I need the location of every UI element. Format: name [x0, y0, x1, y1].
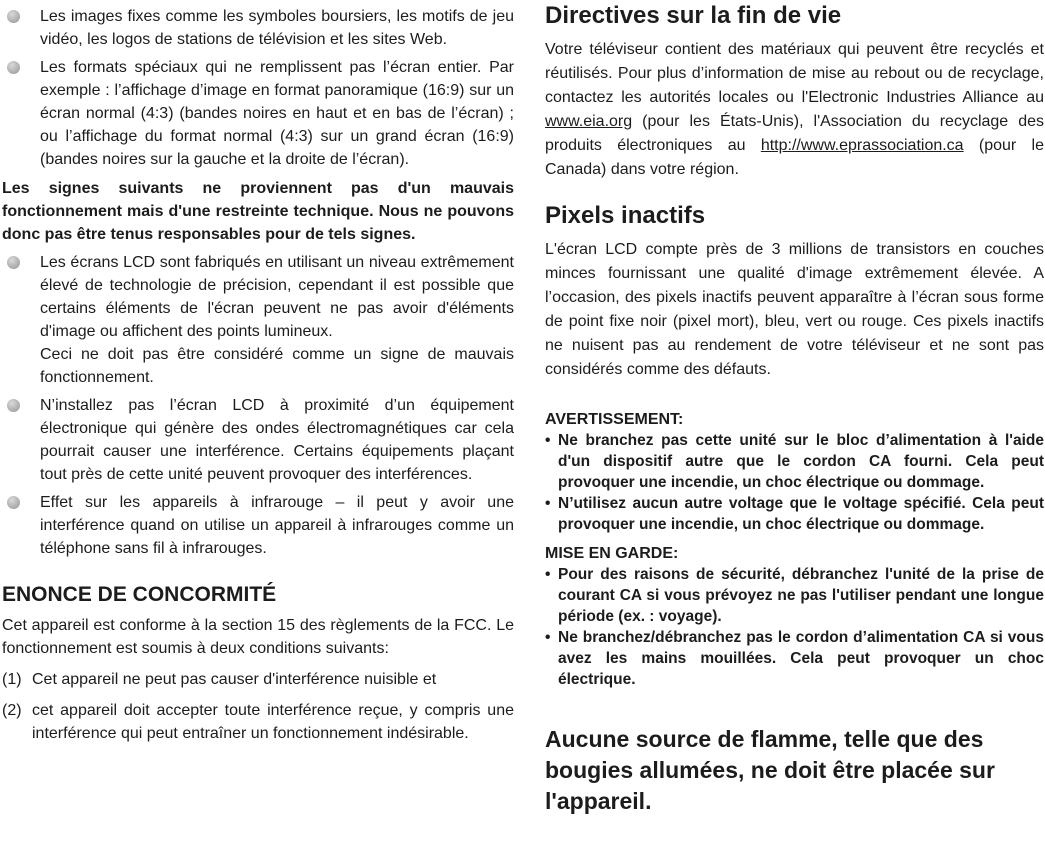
left-column — [2, 0, 514, 745]
warning-item-text: Ne branchez pas cette unité sur le bloc d’alimentation à l'aide d'un dispositif autre que le cordon CA fourni. Cela peut provoquer une incendie, un choc électrique ou dommage. — [558, 432, 1044, 491]
list-item-text: Les écrans LCD sont fabriqués en utilisant un niveau extrêmement élevé de technologie de précision, cependant il est possible que certains éléments de l'écran peuvent ne pas avoir d'éléments d'image ou affichent des points lumineux. — [40, 254, 514, 340]
technical-limitation-note: Les signes suivants ne proviennent pas d'un mauvais fonctionnement mais d'une restreinte technique. Nous ne pouvons donc pas être tenus responsables pour de tels signes. — [2, 180, 514, 243]
epra-link[interactable]: http://www.eprassociation.ca — [760, 137, 964, 154]
lcd-notes-list — [2, 251, 514, 560]
right-column — [545, 0, 1044, 817]
caution-item — [545, 564, 1044, 627]
bullet-dot-icon: • — [545, 629, 551, 646]
dead-pixels-section — [545, 202, 1044, 382]
flame-notice: Aucune source de flamme, telle que des bougies allumées, ne doit être placée sur l'appareil. — [545, 726, 995, 814]
list-item-text: Les images fixes comme les symboles boursiers, les motifs de jeu vidéo, les logos de stations de télévision et les sites Web. — [40, 8, 514, 48]
list-item-text: N’installez pas l’écran LCD à proximité d’un équipement électronique qui génère des ondes électromagnétiques car cela pourrait causer une interférence. Certains équipements plaçant tout près de cette unité peuvent provoquer des interférences. — [40, 397, 514, 483]
dead-pixels-body: L'écran LCD compte près de 3 millions de transistors en couches minces fournissant une qualité d'image extrêmement élevée. A l’occasion, des pixels inactifs peuvent apparaître à l’écran sous forme de point fixe noir (pixel mort), bleu, vert ou rouge. Ces pixels inactifs ne nuisent pas au rendement de votre téléviseur et ne sont pas considérés comme des défauts. — [545, 241, 1044, 378]
condition-text: cet appareil doit accepter toute interférence reçue, y compris une interférence qui peut entraîner un fonctionnement indésirable. — [32, 702, 514, 742]
warning-section — [545, 409, 1044, 535]
bullet-dot-icon: • — [545, 566, 551, 583]
bullet-dot-icon: • — [545, 495, 551, 512]
list-item-text: Effet sur les appareils à infrarouge – il peut y avoir une interférence quand on utilise un appareil à infrarouges comme un téléphone sans fil à infrarouges. — [40, 494, 514, 557]
list-item — [2, 491, 514, 560]
end-of-life-text: (pour le Canada) dans votre région. — [545, 137, 1044, 178]
caution-label: MISE EN GARDE: — [545, 545, 679, 562]
bullet-icon — [7, 496, 20, 509]
caution-item-text: Ne branchez/débranchez pas le cordon d’alimentation CA si vous avez les mains mouillées. Cela peut provoquer un choc électrique. — [558, 629, 1044, 688]
screen-issues-list — [2, 5, 514, 171]
bullet-icon — [7, 10, 20, 23]
bullet-icon — [7, 399, 20, 412]
conformity-section — [2, 582, 514, 745]
bullet-icon — [7, 61, 20, 74]
warning-label: AVERTISSEMENT: — [545, 411, 684, 428]
conformity-condition-1 — [2, 668, 514, 691]
list-item — [2, 5, 514, 51]
list-item — [2, 394, 514, 486]
bullet-dot-icon: • — [545, 432, 551, 449]
condition-text: Cet appareil ne peut pas causer d'interférence nuisible et — [32, 671, 437, 688]
list-item-text: Les formats spéciaux qui ne remplissent pas l’écran entier. Par exemple : l’affichage d’image en format panoramique (16:9) sur un écran normal (4:3) (bandes noires en haut et en bas de l’écran) ; ou l’affichage du format normal (4:3) sur un grand écran (16:9) (bandes noires sur la gauche et la droite de l’écran). — [40, 59, 514, 168]
condition-number: (2) — [2, 702, 22, 719]
warning-item-text: N’utilisez aucun autre voltage que le voltage spécifié. Cela peut provoquer une incendie, un choc électrique ou dommage. — [558, 495, 1044, 533]
list-item-note: Ceci ne doit pas être considéré comme un signe de mauvais fonctionnement. — [40, 346, 514, 386]
end-of-life-section — [545, 2, 1044, 182]
conformity-intro: Cet appareil est conforme à la section 15 des règlements de la FCC. Le fonctionnement est soumis à deux conditions suivants: — [2, 617, 514, 657]
caution-section — [545, 543, 1044, 690]
eia-link[interactable]: www.eia.org — [545, 113, 633, 130]
conformity-condition-2 — [2, 699, 514, 745]
caution-item-text: Pour des raisons de sécurité, débranchez l'unité de la prise de courant CA si vous prévoyez ne pas l'utiliser pendant une longue période (ex. : voyage). — [558, 566, 1044, 625]
dead-pixels-heading: Pixels inactifs — [545, 202, 706, 229]
warning-item — [545, 493, 1044, 535]
list-item — [2, 56, 514, 171]
end-of-life-body — [545, 38, 1044, 182]
list-item — [2, 251, 514, 389]
end-of-life-heading: Directives sur la fin de vie — [545, 2, 842, 29]
warning-item — [545, 430, 1044, 493]
end-of-life-text: Votre téléviseur contient des matériaux qui peuvent être recyclés et réutilisés. Pour plus d’information de mise au rebout ou de recyclage, contactez les autorités locales ou l'Electronic Industries Alliance au — [545, 41, 1044, 106]
conformity-heading: ENONCE DE CONCORMITÉ — [2, 583, 277, 606]
end-of-life-text: (pour les États-Unis), l'Association du recyclage des produits électroniques au — [545, 113, 1044, 154]
bullet-icon — [7, 256, 20, 269]
caution-item — [545, 627, 1044, 690]
condition-number: (1) — [2, 671, 22, 688]
